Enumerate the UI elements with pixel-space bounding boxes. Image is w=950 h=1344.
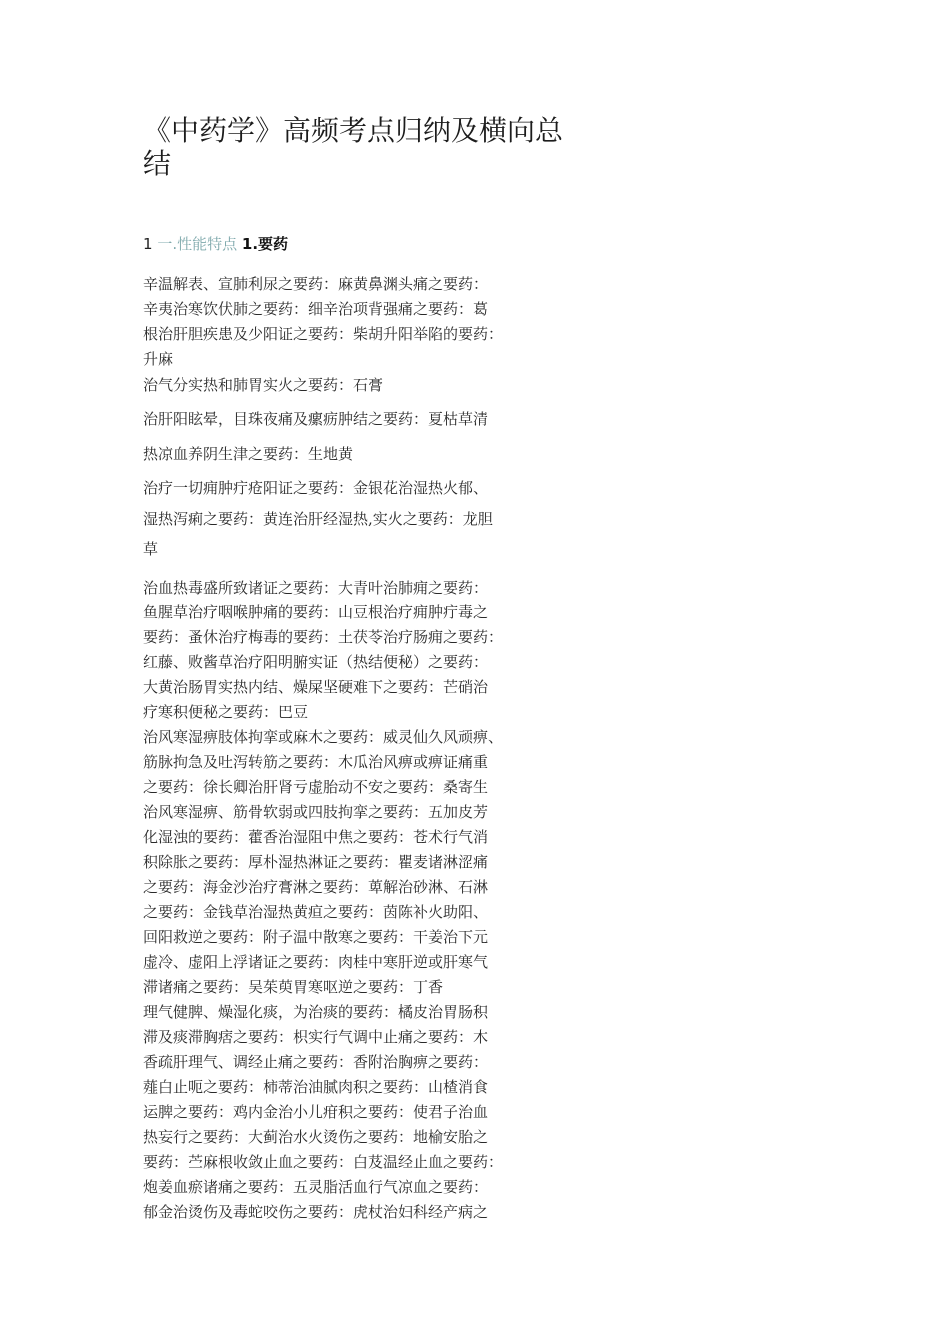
text-line: 治肝阳眩晕，目珠夜痛及瘰疬肿结之要药：夏枯草清 xyxy=(143,410,489,428)
text-line: 疗寒积便秘之要药：巴豆 xyxy=(143,703,309,721)
text-line: 炮姜血瘀诸痛之要药：五灵脂活血行气凉血之要药： xyxy=(143,1178,489,1196)
text-line: 大黄治肠胃实热内结、燥屎坚硬难下之要药：芒硝治 xyxy=(143,678,489,696)
document-title: 《中药学》高频考点归纳及横向总结 xyxy=(143,114,564,180)
text-line: 要药：蚤休治疗梅毒的要药：土茯苓治疗肠痈之要药： xyxy=(143,628,504,646)
text-line: 治气分实热和肺胃实火之要药：石膏 xyxy=(143,376,384,394)
text-line: 运脾之要药：鸡内金治小儿疳积之要药：使君子治血 xyxy=(143,1103,489,1121)
text-line: 郁金治烫伤及毒蛇咬伤之要药：虎杖治妇科经产病之 xyxy=(143,1203,489,1221)
text-line: 滞诸痛之要药：吴茱萸胃寒呕逆之要药：丁香 xyxy=(143,978,444,996)
section-label: 一.性能特点 xyxy=(157,235,238,253)
text-line: 热妄行之要药：大蓟治水火烫伤之要药：地榆安胎之 xyxy=(143,1128,489,1146)
text-line: 根治肝胆疾患及少阳证之要药：柴胡升阳举陷的要药： xyxy=(143,325,504,343)
text-line: 要药：苎麻根收敛止血之要药：白芨温经止血之要药： xyxy=(143,1153,504,1171)
section-heading xyxy=(143,233,288,255)
text-line: 鱼腥草治疗咽喉肿痛的要药：山豆根治疗痈肿疔毒之 xyxy=(143,603,489,621)
text-line: 草 xyxy=(143,540,159,558)
text-line: 辛夷治寒饮伏肺之要药：细辛治项背强痛之要药：葛 xyxy=(143,300,489,318)
text-line: 滞及痰滞胸痞之要药：枳实行气调中止痛之要药：木 xyxy=(143,1028,489,1046)
text-line: 辛温解表、宣肺利尿之要药：麻黄鼻渊头痛之要药： xyxy=(143,275,489,293)
text-line: 虚冷、虚阳上浮诸证之要药：肉桂中寒肝逆或肝寒气 xyxy=(143,953,489,971)
text-line: 薤白止呃之要药：柿蒂治油腻肉积之要药：山楂消食 xyxy=(143,1078,489,1096)
text-line: 治风寒湿痹肢体拘挛或麻木之要药：威灵仙久风顽痹、 xyxy=(143,728,504,746)
text-line: 之要药：海金沙治疗膏淋之要药：萆解治砂淋、石淋 xyxy=(143,878,489,896)
text-line: 筋脉拘急及吐泻转筋之要药：木瓜治风痹或痹证痛重 xyxy=(143,753,489,771)
text-line: 回阳救逆之要药：附子温中散寒之要药：干姜治下元 xyxy=(143,928,489,946)
text-line: 香疏肝理气、调经止痛之要药：香附治胸痹之要药： xyxy=(143,1053,489,1071)
text-line: 治血热毒盛所致诸证之要药：大青叶治肺痈之要药： xyxy=(143,579,489,597)
text-line: 之要药：金钱草治湿热黄疸之要药：茵陈补火助阳、 xyxy=(143,903,489,921)
text-line: 热凉血养阴生津之要药：生地黄 xyxy=(143,445,354,463)
text-line: 积除胀之要药：厚朴湿热淋证之要药：瞿麦诸淋涩痛 xyxy=(143,853,489,871)
section-number: 1 xyxy=(143,235,153,253)
text-line: 化湿浊的要药：藿香治湿阻中焦之要药：苍术行气消 xyxy=(143,828,489,846)
text-line: 治疗一切痈肿疔疮阳证之要药：金银花治湿热火郁、 xyxy=(143,479,489,497)
text-line: 红藤、败酱草治疗阳明腑实证（热结便秘）之要药： xyxy=(143,653,489,671)
text-line: 之要药：徐长卿治肝肾亏虚胎动不安之要药：桑寄生 xyxy=(143,778,489,796)
text-line: 升麻 xyxy=(143,350,174,368)
text-line: 湿热泻痢之要药：黄连治肝经湿热,实火之要药：龙胆 xyxy=(143,510,493,528)
subsection-label: 1.要药 xyxy=(241,235,289,253)
text-line: 治风寒湿痹、筋骨软弱或四肢拘挛之要药：五加皮芳 xyxy=(143,803,489,821)
text-line: 理气健脾、燥湿化痰，为治痰的要药：橘皮治胃肠积 xyxy=(143,1003,489,1021)
